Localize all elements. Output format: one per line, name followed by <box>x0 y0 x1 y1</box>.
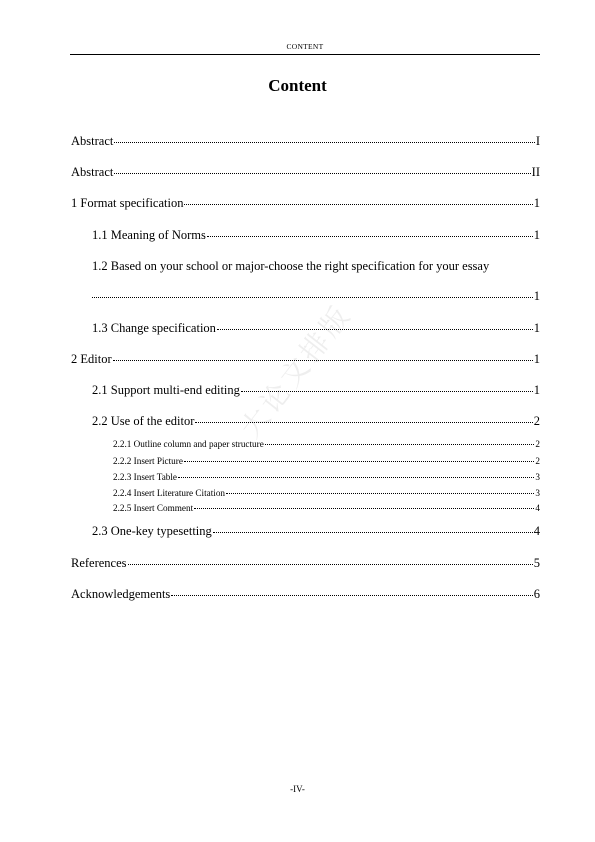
page-title: Content <box>268 76 327 95</box>
toc-entry-section-1-3[interactable] <box>71 321 540 336</box>
toc-entry-label: References <box>71 556 127 570</box>
toc-entry-label: 2.2.5 Insert Comment <box>113 503 194 513</box>
toc-entry-page: 3 <box>535 472 540 482</box>
toc-entry-page: I <box>535 134 540 148</box>
toc-entry-page: 2 <box>535 439 540 449</box>
toc-entry-label: 2.2.2 Insert Picture <box>113 456 183 466</box>
toc-entry-section-2-3[interactable] <box>71 524 540 539</box>
toc-leader-dots <box>171 595 532 596</box>
toc-entry-page: 5 <box>533 556 540 570</box>
toc-entry-label: 1.1 Meaning of Norms <box>92 228 206 242</box>
toc-entry-page: 1 <box>533 228 540 242</box>
toc-entry-subsection-2-2-2[interactable] <box>71 456 540 466</box>
toc-leader-dots <box>265 444 535 445</box>
toc-leader-dots <box>194 508 534 509</box>
toc-entry-page: II <box>531 165 540 179</box>
toc-leader-dots <box>217 329 533 330</box>
toc-entry-acknowledgements[interactable] <box>71 587 540 602</box>
toc-entry-label: 2.1 Support multi-end editing <box>92 383 240 397</box>
toc-entry-page: 1 <box>533 383 540 397</box>
toc-leader-dots <box>128 564 533 565</box>
toc-leader-dots <box>213 532 533 533</box>
toc-entry-label: 2.3 One-key typesetting <box>92 524 212 538</box>
toc-entry-section-1-1[interactable] <box>71 228 540 243</box>
toc-leader-dots <box>207 236 533 237</box>
toc-leader-dots <box>114 142 534 143</box>
toc-entry-label: Abstract <box>71 134 114 148</box>
toc-entry-label: 2.2.4 Insert Literature Citation <box>113 488 226 498</box>
toc-entry-page: 3 <box>535 488 540 498</box>
toc-entry-page: 2 <box>533 414 540 428</box>
toc-entry-subsection-2-2-1[interactable] <box>71 439 540 449</box>
toc-leader-dots <box>113 360 533 361</box>
toc-entry-page: 1 <box>533 289 540 303</box>
toc-entry-section-1-2-leader[interactable] <box>71 289 540 304</box>
toc-entry-subsection-2-2-4[interactable] <box>71 488 540 498</box>
watermark: 大论文排版 <box>233 297 359 445</box>
toc-entry-page: 1 <box>533 196 540 210</box>
toc-entry-section-2-1[interactable] <box>71 383 540 398</box>
toc-leader-dots <box>114 173 530 174</box>
toc-entry-label: 1 Format specification <box>71 196 184 210</box>
toc-entry-abstract-en[interactable] <box>71 165 540 180</box>
toc-leader-dots <box>184 204 532 205</box>
toc-entry-label: 2.2.3 Insert Table <box>113 472 177 482</box>
toc-entry-page: 1 <box>533 352 540 366</box>
toc-leader-dots <box>178 477 534 478</box>
page-number: -IV- <box>290 784 305 794</box>
toc-entry-subsection-2-2-3[interactable] <box>71 472 540 482</box>
toc-entry-page: 6 <box>533 587 540 601</box>
toc-entry-page: 1 <box>533 321 540 335</box>
toc-entry-page: 4 <box>535 503 540 513</box>
toc-entry-chapter-1[interactable] <box>71 196 540 211</box>
toc-entry-references[interactable] <box>71 556 540 571</box>
toc-entry-label: 2 Editor <box>71 352 112 366</box>
toc-leader-dots <box>195 422 532 423</box>
toc-leader-dots <box>92 297 533 298</box>
toc-leader-dots <box>226 493 534 494</box>
toc-entry-subsection-2-2-5[interactable] <box>71 503 540 513</box>
toc-entry-label: 2.2 Use of the editor <box>92 414 195 428</box>
toc-entry-label: 2.2.1 Outline column and paper structure <box>113 439 264 449</box>
toc-leader-dots <box>241 391 533 392</box>
running-header: CONTENT <box>70 41 540 55</box>
toc-entry-label: Abstract <box>71 165 114 179</box>
toc-entry-section-2-2[interactable] <box>71 414 540 429</box>
toc-entry-chapter-2[interactable] <box>71 352 540 367</box>
toc-entry-page: 2 <box>535 456 540 466</box>
toc-entry-label: 1.3 Change specification <box>92 321 216 335</box>
toc-entry-page: 4 <box>533 524 540 538</box>
toc-entry-label: Acknowledgements <box>71 587 171 601</box>
toc-entry-section-1-2-label[interactable]: 1.2 Based on your school or major-choose the right specification for your essay <box>92 259 490 273</box>
toc-entry-abstract-cn[interactable] <box>71 134 540 149</box>
toc-leader-dots <box>184 461 534 462</box>
